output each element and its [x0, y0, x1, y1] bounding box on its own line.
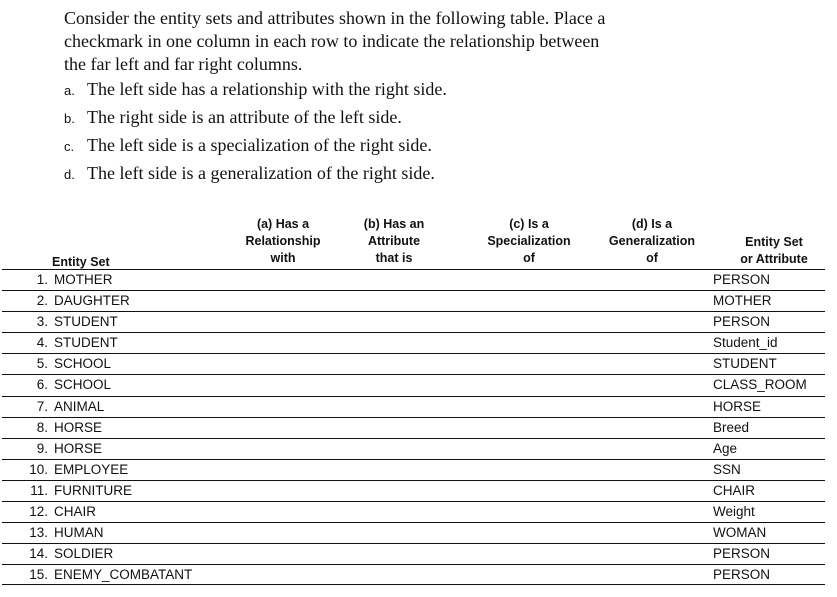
row-number: 2. — [36, 293, 48, 309]
header-line: Specialization — [487, 234, 571, 248]
row-entity: SCHOOL — [54, 377, 112, 393]
row-right: Age — [713, 440, 738, 456]
option-text: The left side is a specialization of the right side. — [87, 135, 432, 155]
header-line: with — [270, 251, 296, 265]
header-entity-set: Entity Set — [52, 255, 110, 269]
options-list — [64, 78, 764, 190]
table-row — [2, 417, 825, 438]
table-row — [2, 290, 825, 311]
row-right: WOMAN — [713, 525, 767, 541]
header-line: Generalization — [608, 234, 696, 248]
header-line: of — [523, 251, 535, 265]
row-right: PERSON — [713, 272, 771, 287]
table-row — [2, 438, 825, 459]
table-row — [2, 480, 825, 501]
option-c — [64, 134, 764, 162]
row-right: STUDENT — [713, 356, 777, 372]
row-right: PERSON — [713, 314, 771, 330]
row-entity: DAUGHTER — [54, 293, 130, 309]
row-entity: STUDENT — [54, 335, 118, 351]
row-right: SSN — [713, 461, 741, 477]
intro-line: Consider the entity sets and attributes shown in the following table. Place a — [64, 8, 606, 28]
row-number: 7. — [36, 398, 48, 414]
option-text: The left side has a relationship with the right side. — [87, 79, 447, 99]
option-d — [64, 162, 764, 190]
row-entity: SOLDIER — [54, 546, 114, 562]
row-number: 1. — [36, 272, 48, 287]
row-entity: FURNITURE — [54, 482, 132, 498]
header-line: Entity Set — [745, 235, 803, 249]
row-number: 13. — [29, 525, 48, 541]
row-number: 9. — [36, 440, 48, 456]
row-number: 12. — [29, 504, 48, 520]
row-number: 5. — [36, 356, 48, 372]
table-row — [2, 564, 825, 585]
table-row — [2, 332, 825, 353]
option-text: The left side is a generalization of the right side. — [87, 163, 435, 183]
header-line: (a) Has a — [256, 217, 310, 231]
row-right: CHAIR — [713, 482, 756, 498]
option-letter: c. — [64, 139, 75, 154]
row-entity: HORSE — [54, 440, 103, 456]
header-line: or Attribute — [740, 252, 808, 266]
option-letter: a. — [64, 83, 75, 98]
row-entity: HORSE — [54, 419, 103, 435]
table-row — [2, 543, 825, 564]
row-right: HORSE — [713, 398, 762, 414]
option-letter: b. — [64, 111, 75, 126]
header-line: (d) Is a — [631, 217, 673, 231]
row-entity: ANIMAL — [54, 398, 105, 414]
row-number: 14. — [29, 546, 48, 562]
table-row — [2, 311, 825, 332]
option-letter: d. — [64, 167, 75, 182]
row-number: 10. — [29, 461, 48, 477]
row-number: 6. — [36, 377, 48, 393]
row-right: MOTHER — [713, 293, 772, 309]
header-col-d — [596, 216, 708, 267]
option-a — [64, 78, 764, 106]
row-entity: ENEMY_COMBATANT — [54, 567, 193, 583]
header-line: of — [646, 251, 658, 265]
header-right — [722, 234, 826, 268]
row-entity: MOTHER — [54, 272, 113, 287]
row-number: 3. — [36, 314, 48, 330]
header-col-b — [344, 216, 444, 267]
row-number: 11. — [30, 482, 48, 498]
row-number: 15. — [29, 567, 48, 583]
header-line: Relationship — [245, 234, 321, 248]
row-entity: CHAIR — [54, 504, 97, 520]
table-row — [2, 501, 825, 522]
question-intro — [64, 7, 764, 76]
row-right: Breed — [713, 419, 750, 435]
intro-line: the far left and far right columns. — [64, 54, 303, 74]
row-right: PERSON — [713, 546, 771, 562]
row-number: 4. — [36, 335, 48, 351]
table-row — [2, 459, 825, 480]
table-row — [2, 396, 825, 417]
header-line: (c) Is a — [509, 217, 549, 231]
row-entity: HUMAN — [54, 525, 104, 541]
row-right: PERSON — [713, 567, 771, 583]
row-right: Weight — [713, 504, 755, 520]
header-line: that is — [375, 251, 413, 265]
header-line: Attribute — [367, 234, 421, 248]
row-entity: EMPLOYEE — [54, 461, 129, 477]
option-b — [64, 106, 764, 134]
row-entity: SCHOOL — [54, 356, 112, 372]
header-col-c — [474, 216, 584, 267]
row-right: CLASS_ROOM — [713, 377, 807, 393]
header-col-a — [228, 216, 338, 267]
option-text: The right side is an attribute of the left side. — [87, 107, 402, 127]
row-right: Student_id — [713, 335, 778, 351]
table-row — [2, 269, 825, 290]
row-entity: STUDENT — [54, 314, 118, 330]
header-line: (b) Has an — [363, 217, 425, 231]
row-number: 8. — [36, 419, 48, 435]
intro-line: checkmark in one column in each row to indicate the relationship between — [64, 31, 600, 51]
table-row — [2, 522, 825, 543]
table-row — [2, 353, 825, 374]
table-row — [2, 374, 825, 395]
entity-table — [2, 269, 825, 585]
